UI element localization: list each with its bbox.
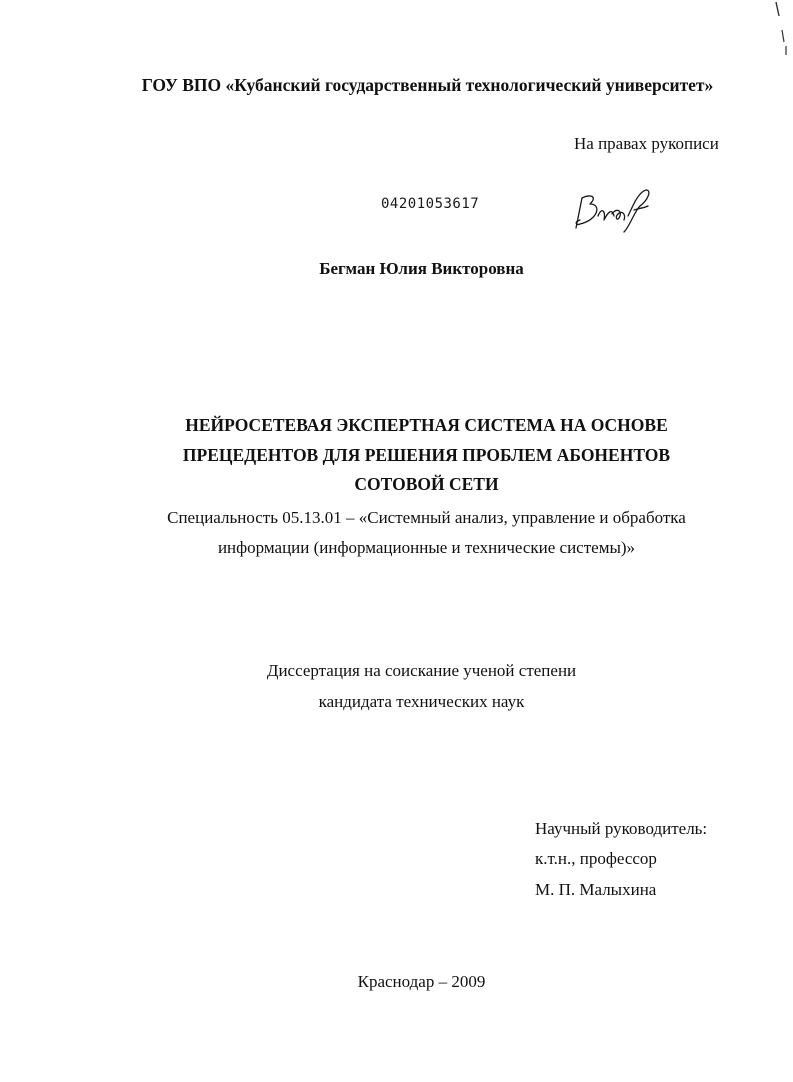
advisor-degree: к.т.н., профессор xyxy=(535,849,657,868)
dissertation-line: Диссертация на соискание ученой степени xyxy=(266,661,577,680)
scan-edge-marks xyxy=(772,0,792,60)
manuscript-note: На правах рукописи xyxy=(574,134,719,153)
registration-code: 04201053617 xyxy=(381,196,480,212)
title-line: НЕЙРОСЕТЕВАЯ ЭКСПЕРТНАЯ СИСТЕМА НА ОСНОВЕ xyxy=(185,415,668,435)
specialty-line: информации (информационные и технические системы)» xyxy=(217,538,636,557)
handwritten-signature-icon xyxy=(568,186,658,236)
institution-name: ГОУ ВПО «Кубанский государственный технологический университет» xyxy=(141,75,714,95)
city-year: Краснодар – 2009 xyxy=(357,972,486,991)
advisor-label: Научный руководитель: xyxy=(535,819,708,838)
title-line: СОТОВОЙ СЕТИ xyxy=(354,474,499,494)
author-name: Бегман Юлия Викторовна xyxy=(319,259,524,278)
title-line: ПРЕЦЕДЕНТОВ ДЛЯ РЕШЕНИЯ ПРОБЛЕМ АБОНЕНТОВ xyxy=(182,445,671,465)
dissertation-line: кандидата технических наук xyxy=(318,692,525,711)
specialty-line: Специальность 05.13.01 – «Системный анализ, управление и обработка xyxy=(167,508,686,527)
advisor-name: М. П. Малыхина xyxy=(535,880,657,899)
